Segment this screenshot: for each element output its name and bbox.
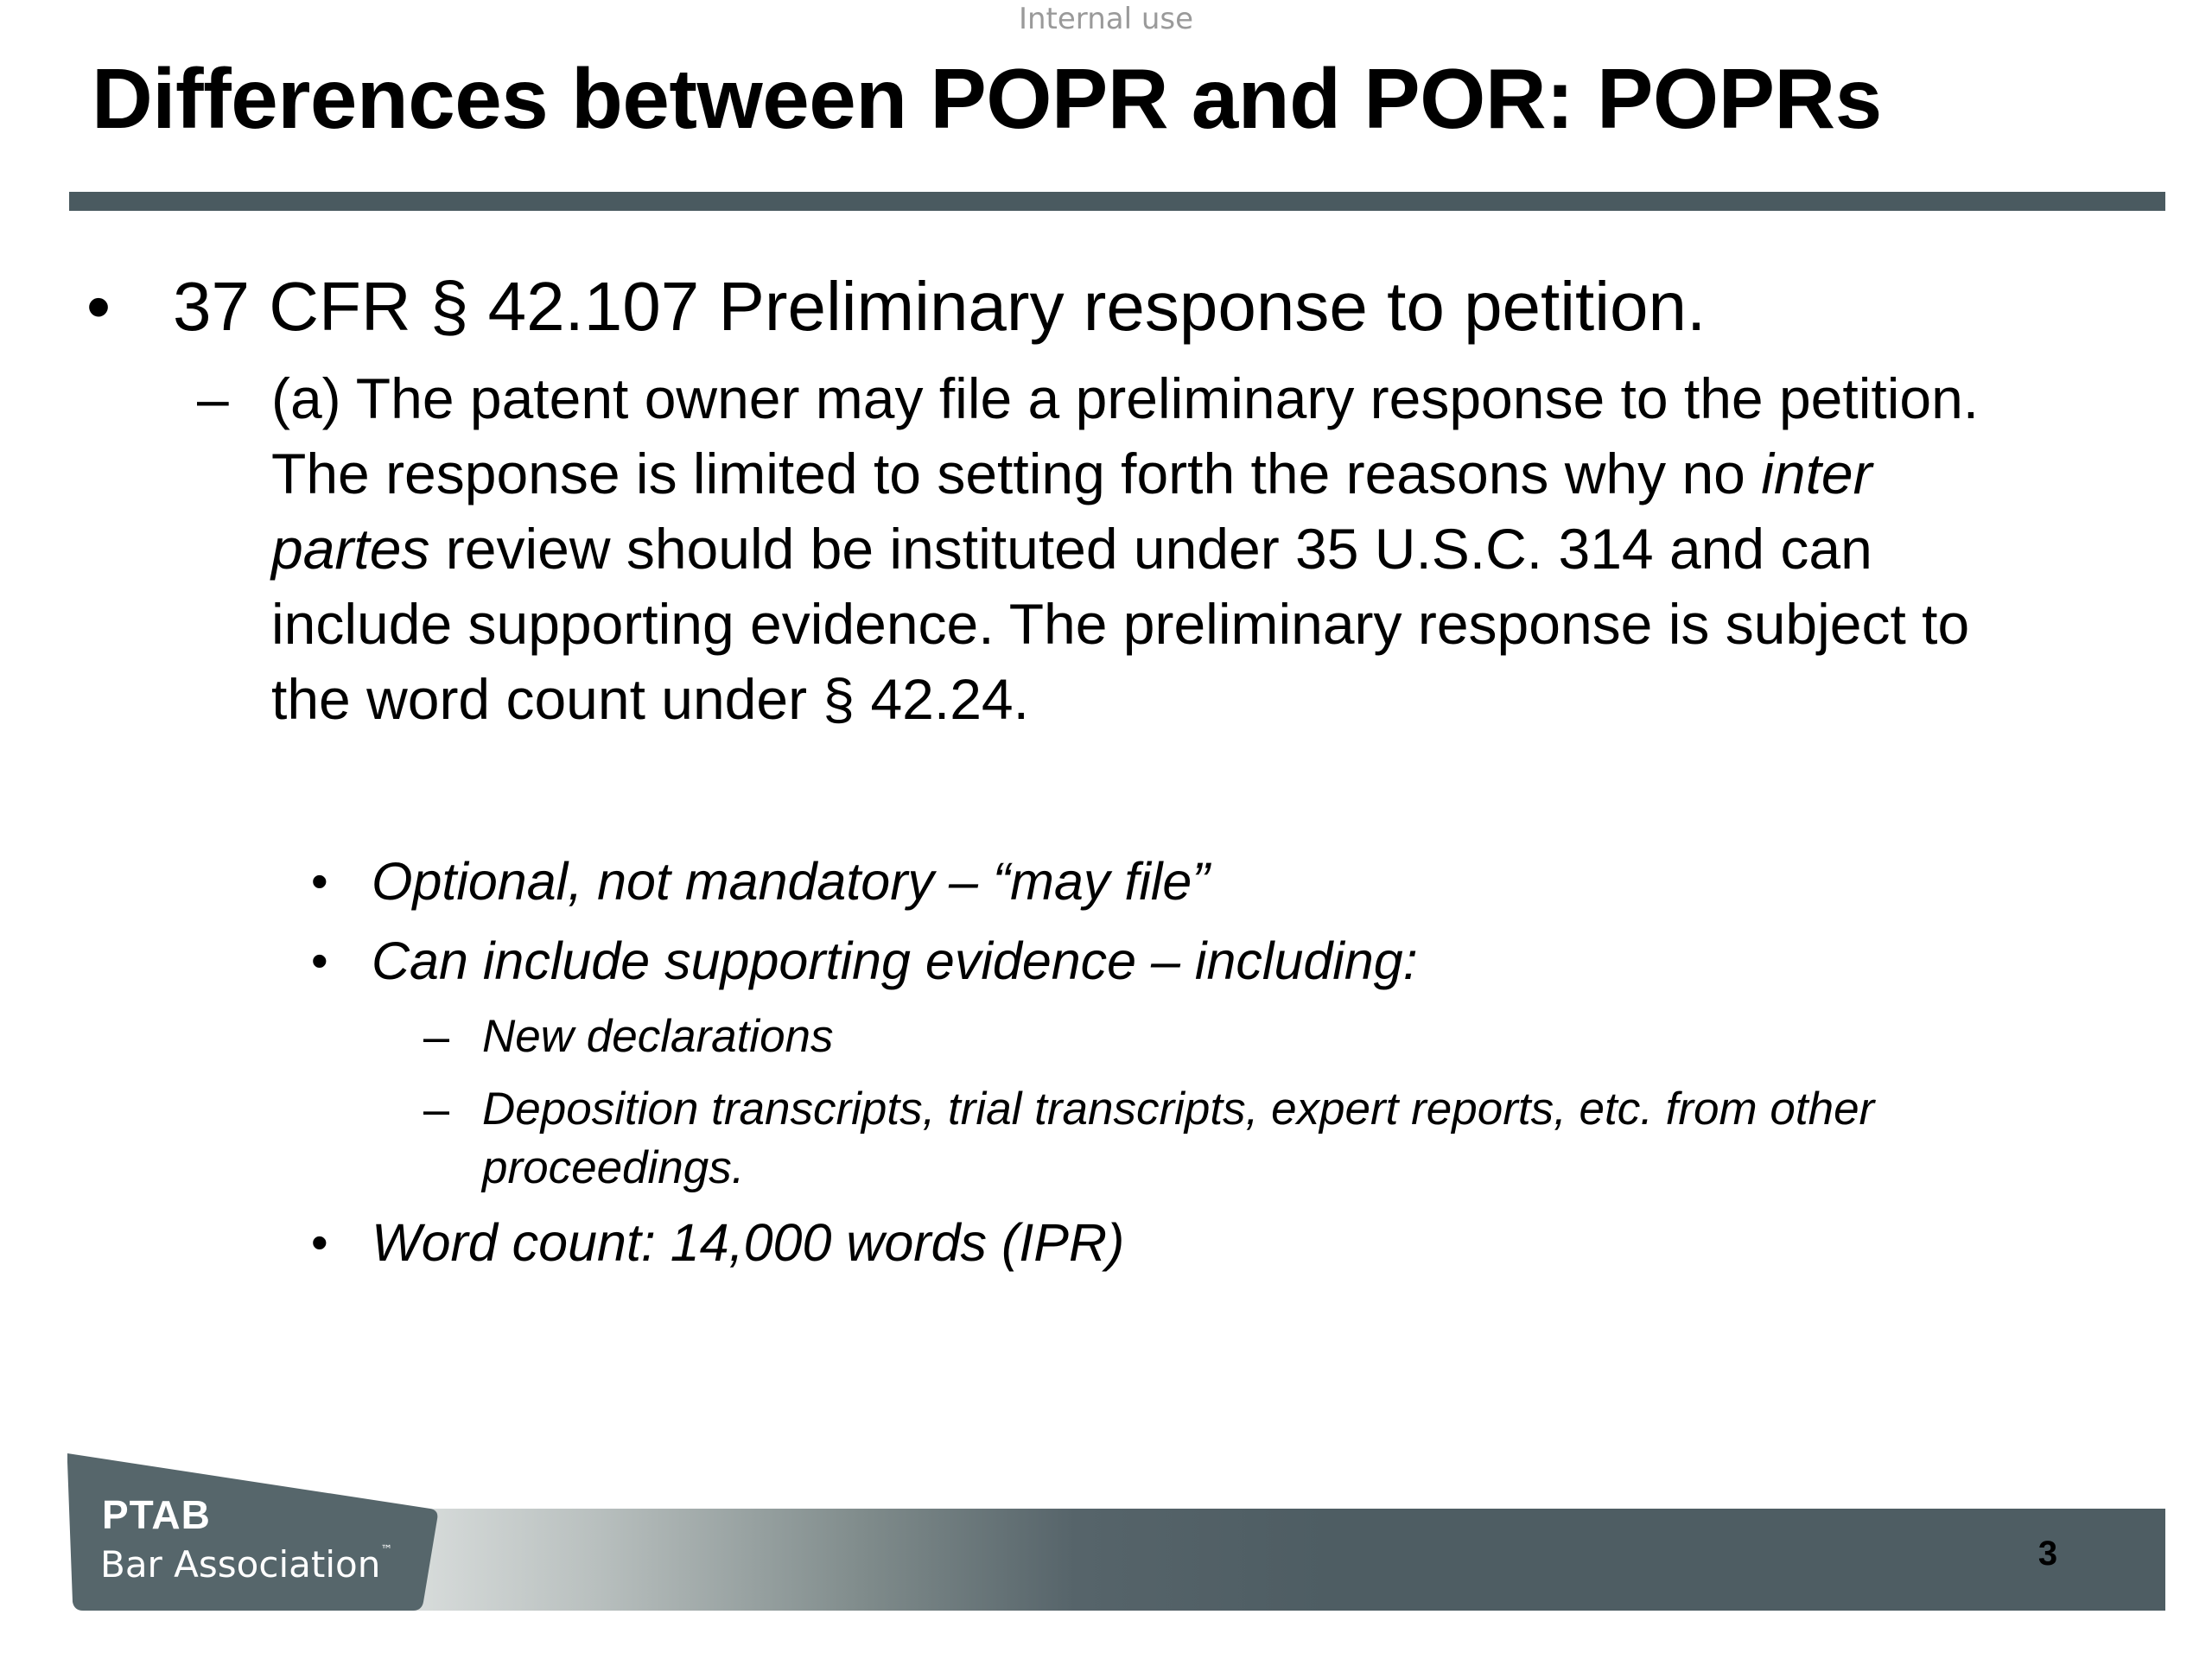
rule-a-line-2 <box>271 436 2164 512</box>
rule-a-line-5: the word count under § 42.24. <box>271 667 1029 731</box>
rule-a-inter-italic: inter <box>1761 442 1872 505</box>
sub-sub-bullet-text <box>482 1007 834 1066</box>
rule-a-line-3 <box>271 512 2164 587</box>
sub-bullet-text: Can include supporting evidence – including: <box>372 931 1418 990</box>
logo-trademark: ™ <box>380 1543 393 1557</box>
slide-title: Differences between POPR and POR: POPRs <box>92 51 1882 146</box>
ptab-logo <box>67 1453 439 1611</box>
sub-sub-bullet-line-1: New declarations <box>482 1011 834 1062</box>
classification-label: Internal use <box>1018 2 1194 36</box>
bullet-marker: • <box>311 933 328 988</box>
bullet-text: 37 CFR § 42.107 Preliminary response to petition. <box>173 268 1707 345</box>
rule-a-line-1: (a) The patent owner may file a preliminary response to the petition. <box>271 366 1980 430</box>
bullet-marker: • <box>86 268 111 345</box>
sub-sub-bullet-line-2: proceedings. <box>482 1142 745 1193</box>
dash-marker: – <box>423 1084 450 1135</box>
logo-bar-association-text <box>100 1543 392 1586</box>
rule-a-text <box>271 361 2164 737</box>
dash-marker: – <box>423 1011 450 1063</box>
rule-a-line-2-text: The response is limited to setting forth the reasons why no <box>271 442 1762 505</box>
title-divider <box>69 192 2165 211</box>
rule-a-partes-italic: partes <box>271 517 430 581</box>
rule-a-line-4: include supporting evidence. The preliminary response is subject to <box>271 592 1970 656</box>
sub-bullet-text: Optional, not mandatory – “may file” <box>372 852 1210 911</box>
logo-bar-association-label: Bar Association <box>100 1543 381 1586</box>
rule-a-line-3-text: review should be instituted under 35 U.S.C. 314 and can <box>429 517 1872 581</box>
sub-sub-bullet-text <box>482 1080 1874 1198</box>
logo-ptab-text: PTAB <box>102 1492 211 1537</box>
sub-bullet-text: Word count: 14,000 words (IPR) <box>372 1213 1125 1272</box>
bullet-marker: • <box>311 1215 328 1269</box>
bullet-marker: • <box>311 854 328 908</box>
page-number: 3 <box>2037 1535 2058 1573</box>
sub-sub-bullet-line-1: Deposition transcripts, trial transcripts, expert reports, etc. from other <box>482 1084 1875 1135</box>
dash-marker: – <box>197 366 229 430</box>
